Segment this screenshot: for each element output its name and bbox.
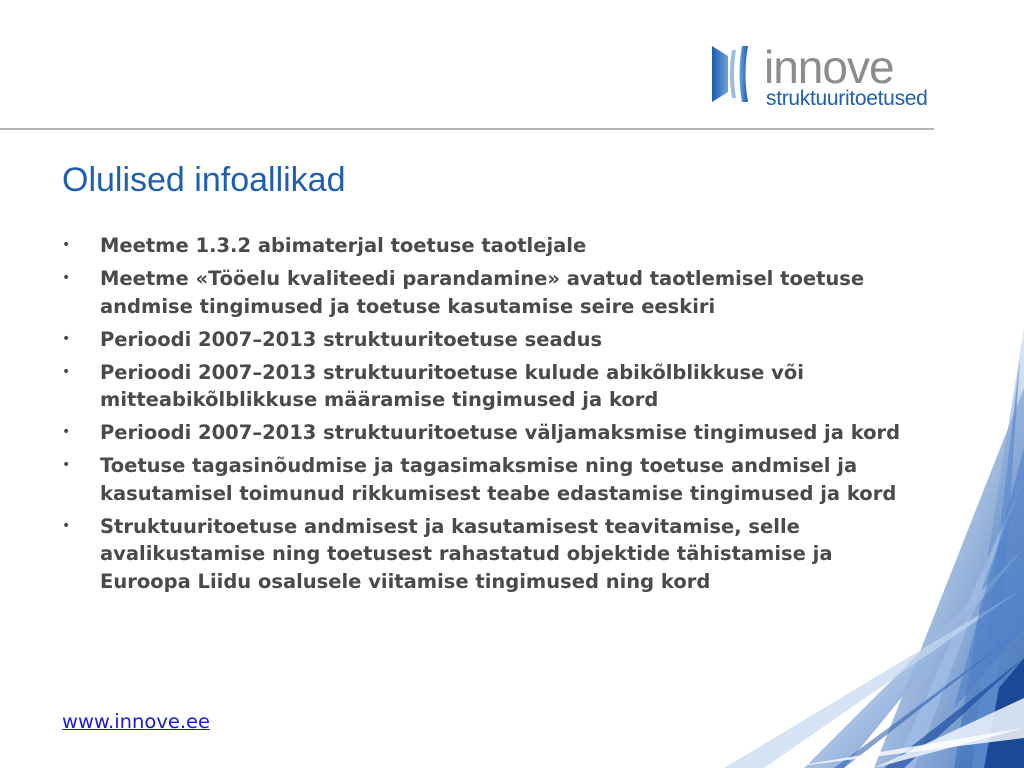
- website-link[interactable]: www.innove.ee: [62, 710, 211, 733]
- bullet-dot-icon: •: [62, 517, 71, 534]
- bullet-dot-icon: •: [62, 330, 71, 347]
- bullet-dot-icon: •: [62, 237, 71, 253]
- bullet-text: Struktuuritoetuse andmisest ja kasutamisest teavitamise, selle avalikustamise ning toetusest rahastatud objektide tähistamise ja Euroopa Liidu osalusele viitamise tingimused ning kord: [100, 514, 833, 593]
- bullet-text: Toetuse tagasinõudmise ja tagasimaksmise ning toetuse andmisel ja kasutamisel toimunud rikkumisest teabe edastamise tingimused ja kord: [100, 454, 897, 505]
- bullet-item: [62, 232, 902, 260]
- bullet-dot-icon: •: [62, 457, 71, 473]
- logo-wordmark: innove: [764, 41, 894, 93]
- logo-subtitle: struktuuritoetused: [766, 87, 928, 110]
- bullet-dot-icon: •: [62, 363, 71, 380]
- bullet-text: Meetme 1.3.2 abimaterjal toetuse taotlejale: [100, 234, 587, 257]
- header-divider: [0, 128, 934, 130]
- bullet-text: Perioodi 2007–2013 struktuuritoetuse kulude abikõlblikkuse või mitteabikõlblikkuse määramise tingimused ja kord: [100, 360, 804, 411]
- decorative-blue-shards: [724, 328, 1024, 768]
- innove-logo-mark-icon: [706, 42, 762, 106]
- bullet-text: Meetme «Tööelu kvaliteedi parandamine» avatud taotlemisel toetuse andmise tingimused ja toetuse kasutamise seire eeskiri: [100, 267, 865, 318]
- bullet-dot-icon: •: [62, 270, 71, 286]
- bullet-text: Perioodi 2007–2013 struktuuritoetuse seadus: [100, 327, 603, 351]
- bullet-dot-icon: •: [62, 424, 71, 440]
- slide-title: Olulised infoallikad: [62, 161, 346, 199]
- bullet-text: Perioodi 2007–2013 struktuuritoetuse väljamaksmise tingimused ja kord: [100, 421, 901, 444]
- innove-logo: [706, 40, 996, 120]
- bullet-item: [62, 265, 902, 320]
